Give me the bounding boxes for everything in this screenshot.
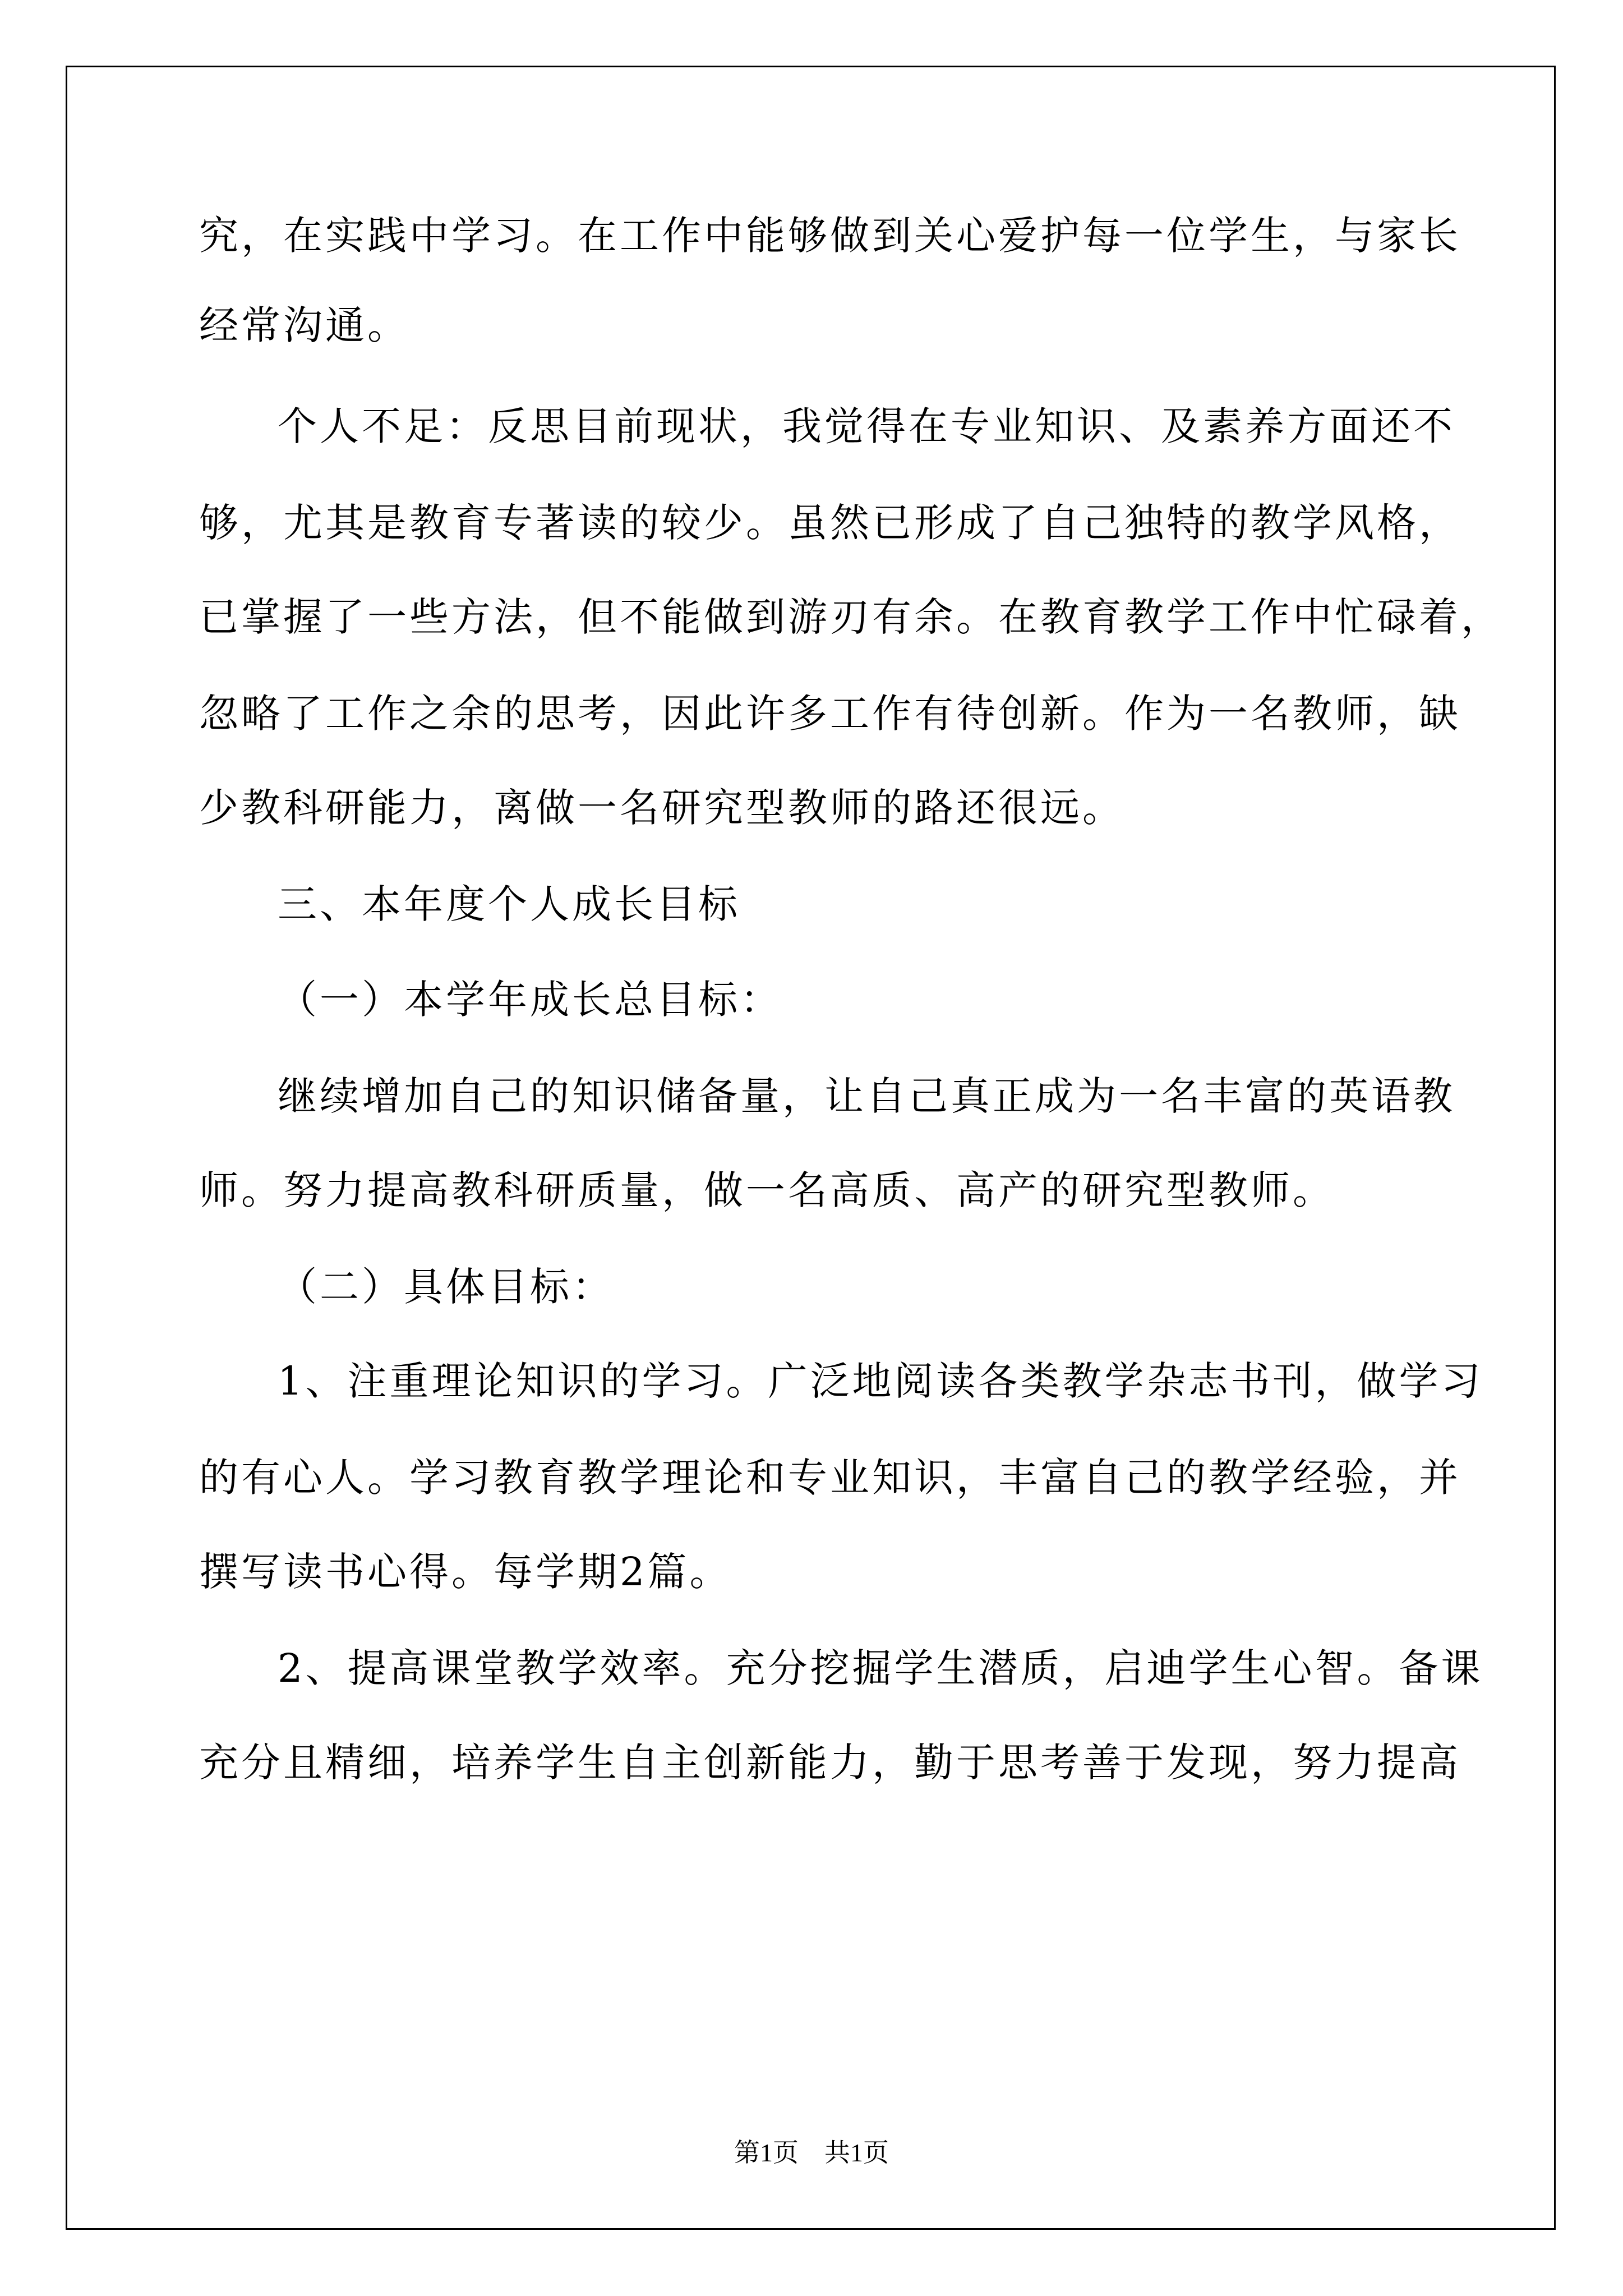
text-line: 师。努力提高教科研质量，做一名高质、高产的研究型教师。	[199, 1167, 1335, 1213]
text-line: 撰写读书心得。每学期2篇。	[199, 1549, 732, 1595]
page-footer	[0, 2137, 1623, 2169]
subsection-heading: （一）本学年成长总目标：	[278, 977, 782, 1023]
text-line: 究，在实践中学习。在工作中能够做到关心爱护每一位学生，与家长	[199, 213, 1461, 259]
text-line: 忽略了工作之余的思考，因此许多工作有待创新。作为一名教师，缺	[199, 691, 1461, 737]
text-line: 2、提高课堂教学效率。充分挖掘学生潜质，启迪学生心智。备课	[278, 1645, 1483, 1691]
page-border	[66, 66, 1556, 2230]
text-line: 少教科研能力，离做一名研究型教师的路还很远。	[199, 785, 1124, 831]
text-line: 充分且精细，培养学生自主创新能力，勤于思考善于发现，努力提高	[199, 1740, 1461, 1786]
text-line: 已掌握了一些方法，但不能做到游刃有余。在教育教学工作中忙碌着，	[199, 594, 1503, 640]
text-line: 继续增加自己的知识储备量，让自己真正成为一名丰富的英语教	[278, 1073, 1455, 1119]
text-line: 经常沟通。	[199, 302, 409, 348]
section-heading: 三、本年度个人成长目标	[278, 881, 740, 927]
text-line: 个人不足：反思目前现状，我觉得在专业知识、及素养方面还不	[278, 403, 1455, 449]
text-line: 够，尤其是教育专著读的较少。虽然已形成了自己独特的教学风格，	[199, 500, 1461, 546]
text-line: 的有心人。学习教育教学理论和专业知识，丰富自己的教学经验，并	[199, 1455, 1461, 1501]
page-number-label: 第1页 共1页	[734, 2138, 889, 2167]
subsection-heading: （二）具体目标：	[278, 1264, 614, 1310]
text-line: 1、注重理论知识的学习。广泛地阅读各类教学杂志书刊，做学习	[278, 1358, 1483, 1404]
